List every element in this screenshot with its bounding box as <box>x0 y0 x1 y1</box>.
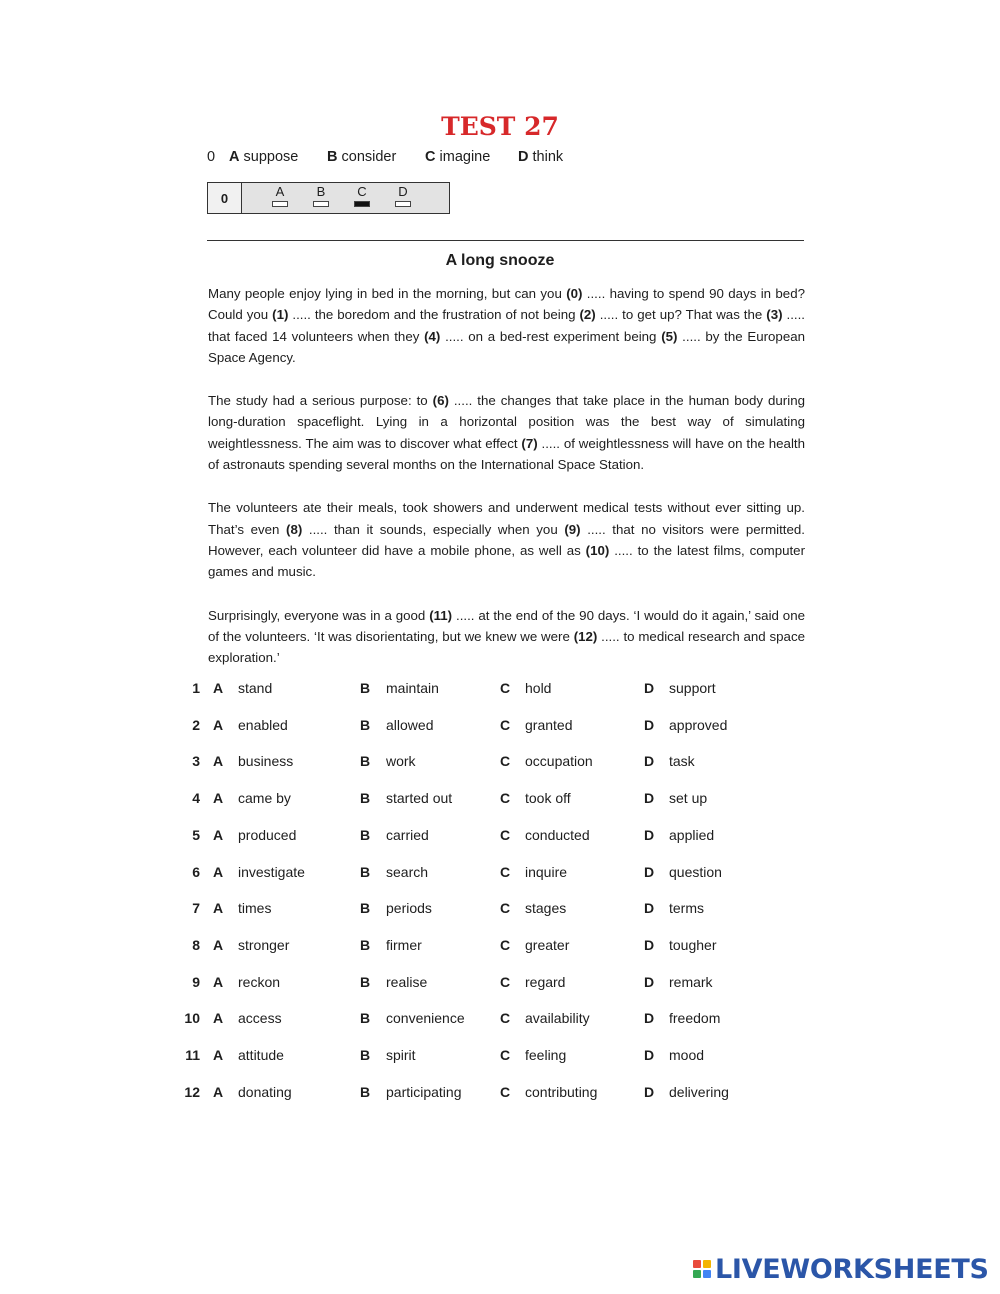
option-text: set up <box>669 790 708 807</box>
option-letter: A <box>213 790 224 807</box>
gap-number: (0) <box>566 286 583 301</box>
gap-number: (5) <box>661 328 678 344</box>
option-text: occupation <box>525 753 593 770</box>
option-text: access <box>238 1010 282 1027</box>
option-letter: A <box>213 1083 224 1100</box>
option-text: applied <box>669 826 715 843</box>
option-letter: D <box>644 900 655 917</box>
option-letter: A <box>213 973 224 990</box>
option-text: produced <box>238 826 297 843</box>
gap-number: (2) <box>579 307 596 323</box>
question-row <box>0 790 1000 810</box>
answer-mark <box>354 201 370 207</box>
answer-box-option: A <box>269 185 291 207</box>
option-letter: B <box>360 716 371 733</box>
option-text: stronger <box>238 936 290 953</box>
option-letter: B <box>360 973 371 990</box>
option-text: maintain <box>386 680 439 696</box>
gap-number: (8) <box>286 521 303 537</box>
option-text: support <box>669 680 716 696</box>
option-letter: D <box>644 973 655 990</box>
option-letter: D <box>644 936 655 953</box>
option-letter: A <box>213 1047 224 1063</box>
gap-number: (3) <box>766 307 783 323</box>
option-letter: C <box>500 680 511 696</box>
option-letter: C <box>500 863 511 880</box>
option-text: allowed <box>386 716 434 733</box>
option-letter: A <box>213 716 224 733</box>
gap-number: (9) <box>564 521 581 537</box>
answer-box-option: B <box>310 185 332 207</box>
option-text: took off <box>525 790 571 807</box>
option-text: donating <box>238 1083 292 1100</box>
logo-icon <box>693 1260 711 1278</box>
option-text: terms <box>669 900 704 917</box>
option-text: search <box>386 863 429 880</box>
option-letter: D <box>644 1010 655 1027</box>
gap-number: (1) <box>272 307 289 323</box>
passage-paragraph: The study had a serious purpose: to (6) ..... the changes that take place in the human body during long-duration spaceflight. Lying in a horizontal position was the best way of simulating weightlessness. The aim was to discover what effect (7) ..... of weightlessness will have on the health of astronauts spending several months on the International Space Station. <box>208 393 805 473</box>
option-text: business <box>238 753 294 770</box>
question-row <box>0 717 1000 737</box>
option-text: periods <box>386 900 432 917</box>
option-letter: B <box>360 1010 371 1027</box>
passage-paragraph: Many people enjoy lying in bed in the morning, but can you (0) ..... having to spend 90 days in bed? Could you (1) ..... the boredom and the frustration of not being (2) ..... to get up? That was the (3) ..... that faced 14 volunteers when they (4) ..... on a bed-rest experiment being (5) ..... by the European Space Agency. <box>208 286 806 365</box>
option-text: realise <box>386 973 428 990</box>
answer-mark <box>313 201 329 207</box>
question-row <box>0 900 1000 920</box>
option-letter: A <box>213 1010 224 1027</box>
option-letter: D <box>644 753 655 770</box>
option-text: tougher <box>669 936 717 953</box>
question-row <box>0 753 1000 773</box>
option-letter: B <box>360 1047 371 1063</box>
option-letter: D <box>644 1083 655 1100</box>
example-option-d: D think <box>518 149 564 165</box>
option-letter: B <box>360 753 371 770</box>
option-text: contributing <box>525 1083 598 1100</box>
option-letter: D <box>644 790 655 807</box>
passage-heading: A long snooze <box>445 252 555 269</box>
option-text: greater <box>525 936 570 953</box>
option-letter: C <box>500 753 511 770</box>
option-text: carried <box>386 826 429 843</box>
question-number: 4 <box>192 790 200 807</box>
option-text: granted <box>525 716 573 733</box>
option-letter: B <box>360 680 371 696</box>
question-number: 8 <box>192 936 200 953</box>
question-number: 9 <box>192 973 200 990</box>
page-title: TEST 27 <box>441 112 559 141</box>
option-letter: B <box>360 1083 371 1100</box>
option-text: hold <box>525 680 552 696</box>
divider <box>207 240 804 241</box>
option-text: stand <box>238 680 273 696</box>
option-letter: B <box>360 826 371 843</box>
question-number: 2 <box>192 716 200 733</box>
option-text: attitude <box>238 1047 284 1063</box>
question-number: 6 <box>192 863 200 880</box>
option-text: mood <box>669 1047 705 1063</box>
question-row <box>0 937 1000 957</box>
option-text: availability <box>525 1010 590 1027</box>
answer-box-option: D <box>392 185 414 207</box>
option-letter: C <box>500 790 511 807</box>
answer-mark <box>395 201 411 207</box>
option-text: enabled <box>238 716 288 733</box>
option-letter: A <box>213 753 224 770</box>
example-option-a: A suppose <box>229 149 299 165</box>
option-letter: D <box>644 716 655 733</box>
option-text: regard <box>525 973 566 990</box>
question-number: 12 <box>184 1083 200 1100</box>
option-text: question <box>669 863 722 880</box>
option-letter: C <box>500 826 511 843</box>
option-text: freedom <box>669 1010 721 1027</box>
option-text: firmer <box>386 936 422 953</box>
option-text: work <box>386 753 416 770</box>
option-letter: B <box>360 790 371 807</box>
gap-number: (6) <box>432 393 449 409</box>
option-letter: C <box>500 900 511 917</box>
gap-number: (7) <box>521 435 538 451</box>
option-text: started out <box>386 790 453 807</box>
option-text: inquire <box>525 863 568 880</box>
question-row <box>0 827 1000 847</box>
question-number: 11 <box>185 1047 200 1063</box>
option-text: conducted <box>525 826 590 843</box>
answer-mark <box>272 201 288 207</box>
option-text: came by <box>238 790 291 807</box>
option-letter: A <box>213 900 224 917</box>
option-letter: C <box>500 1010 511 1027</box>
option-letter: D <box>644 680 655 696</box>
question-number: 1 <box>192 680 200 696</box>
option-text: times <box>238 900 272 917</box>
option-text: convenience <box>386 1010 465 1027</box>
option-text: participating <box>386 1083 462 1100</box>
option-text: delivering <box>669 1083 729 1100</box>
question-row <box>0 974 1000 994</box>
option-text: feeling <box>525 1047 567 1063</box>
question-row <box>0 680 1000 700</box>
question-number: 3 <box>192 753 200 770</box>
option-text: approved <box>669 716 728 733</box>
example-number: 0 <box>207 149 216 165</box>
option-letter: D <box>644 826 655 843</box>
question-row <box>0 864 1000 884</box>
gap-number: (12) <box>573 628 598 644</box>
option-letter: B <box>360 900 371 917</box>
gap-number: (4) <box>424 328 441 344</box>
option-text: investigate <box>238 863 305 880</box>
passage-paragraph: The volunteers ate their meals, took showers and underwent medical tests without ever sitting up. That’s even (8) ..... than it sounds, especially when you (9) ..... that no visitors were permitted. However, each volunteer did have a mobile phone, as well as (10) ..... to the latest films, computer games and music. <box>208 500 805 580</box>
option-letter: D <box>644 863 655 880</box>
option-letter: C <box>500 1083 511 1100</box>
option-letter: C <box>500 716 511 733</box>
question-number: 7 <box>192 900 200 917</box>
option-text: reckon <box>238 973 281 990</box>
option-letter: C <box>500 936 511 953</box>
passage <box>208 283 805 690</box>
liveworksheets-logo <box>693 1254 989 1284</box>
option-letter: C <box>500 973 511 990</box>
option-text: remark <box>669 973 713 990</box>
question-row <box>0 1084 1000 1104</box>
example-option-c: C imagine <box>425 149 491 165</box>
answer-box-number: 0 <box>208 183 242 213</box>
option-letter: A <box>213 936 224 953</box>
option-text: spirit <box>386 1047 416 1063</box>
option-letter: D <box>644 1047 655 1063</box>
example-answer-box <box>207 182 450 214</box>
option-text: task <box>669 753 695 770</box>
gap-number: (11) <box>429 607 453 623</box>
option-text: stages <box>525 900 567 917</box>
question-number: 10 <box>184 1010 200 1027</box>
option-letter: A <box>213 826 224 843</box>
passage-paragraph: Surprisingly, everyone was in a good (11) ..... at the end of the 90 days. ‘I would do it again,’ said one of the volunteers. ‘It was disorientating, but we knew we were (12) ..... to medical research and space exploration.’ <box>208 607 806 666</box>
question-row <box>0 1047 1000 1067</box>
option-letter: C <box>500 1047 511 1063</box>
answer-box-option: C <box>351 185 373 207</box>
logo-text: LIVEWORKSHEETS <box>715 1253 989 1285</box>
option-letter: B <box>360 936 371 953</box>
gap-number: (10) <box>585 542 610 558</box>
example-option-b: B consider <box>327 149 397 165</box>
option-letter: A <box>213 863 224 880</box>
question-number: 5 <box>192 826 200 843</box>
option-letter: B <box>360 863 371 880</box>
option-letter: A <box>213 680 224 696</box>
question-row <box>0 1010 1000 1030</box>
